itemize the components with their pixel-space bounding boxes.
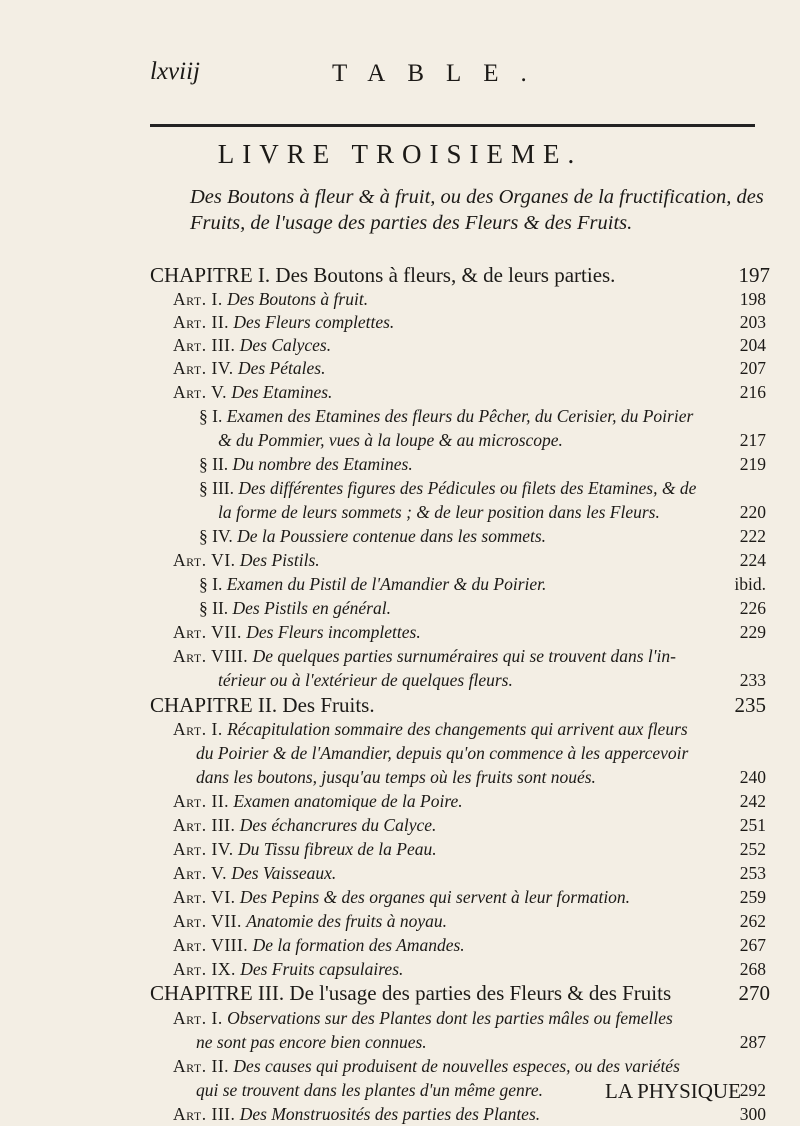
entry-text: [173, 548, 320, 572]
entry-title: du Poirier & de l'Amandier, depuis qu'on commence à les appercevoir: [196, 743, 689, 763]
entry-page-number: 242: [739, 791, 766, 811]
entry-prefix: Art. VII.: [173, 622, 242, 642]
toc-entry: [196, 741, 766, 765]
entry-prefix: Art. IV.: [173, 358, 234, 378]
entry-prefix: CHAPITRE I.: [150, 263, 271, 287]
entry-page-number: 287: [739, 1032, 766, 1052]
entry-title: Du nombre des Etamines.: [232, 454, 413, 474]
entry-prefix: § III.: [199, 478, 234, 498]
entry-title: Des causes qui produisent de nouvelles especes, ou des variétés: [233, 1056, 680, 1076]
entry-text: [173, 957, 403, 981]
entry-text: [218, 500, 660, 524]
entry-prefix: Art. V.: [173, 382, 227, 402]
entry-page-number: 240: [739, 767, 766, 787]
entry-text: [173, 885, 630, 909]
catchword: LA PHYSIQUE: [605, 1079, 741, 1103]
entry-prefix: Art. II.: [173, 1056, 230, 1076]
entry-text: [173, 310, 394, 334]
entry-page-number: 292: [739, 1080, 766, 1100]
entry-text: [199, 596, 391, 620]
entry-page-number: 197: [738, 263, 770, 287]
entry-page-number: 259: [739, 887, 766, 907]
entry-prefix: Art. I.: [173, 719, 223, 739]
entry-text: [199, 452, 413, 476]
entry-page-number: 217: [739, 430, 766, 450]
entry-prefix: Art. III.: [173, 815, 236, 835]
entry-text: [173, 620, 421, 644]
header-rule: [150, 124, 755, 127]
entry-text: [173, 644, 676, 668]
toc-entry: [173, 1006, 766, 1030]
toc-entry: [173, 837, 766, 861]
entry-text: [173, 333, 331, 357]
entry-page-number: 224: [739, 550, 766, 570]
entry-text: [199, 476, 696, 500]
entry-title: Observations sur des Plantes dont les parties mâles ou femelles: [227, 1008, 673, 1028]
entry-text: [196, 1078, 543, 1102]
entry-text: [150, 981, 671, 1005]
entry-title: De la Poussiere contenue dans les sommets.: [237, 526, 547, 546]
entry-title: Des Pistils.: [239, 550, 320, 570]
entry-page-number: 222: [739, 526, 766, 546]
entry-text: [173, 861, 336, 885]
entry-title: Examen du Pistil de l'Amandier & du Poirier.: [226, 574, 547, 594]
entry-page-number: 253: [739, 863, 766, 883]
entry-page-number: 203: [739, 312, 766, 332]
entry-page-number: 219: [739, 454, 766, 474]
entry-title: De quelques parties surnuméraires qui se trouvent dans l'in-: [252, 646, 676, 666]
entry-title: Des Fruits capsulaires.: [240, 959, 404, 979]
entry-title: Des Pétales.: [237, 358, 326, 378]
entry-page-number: 268: [739, 959, 766, 979]
toc-entry: [173, 620, 766, 644]
toc-entry: [173, 333, 766, 357]
entry-page-number: 229: [739, 622, 766, 642]
entry-title: Des Boutons à fruit.: [227, 289, 369, 309]
entry-text: [218, 668, 513, 692]
entry-page-number: 251: [739, 815, 766, 835]
entry-prefix: Art. VIII.: [173, 935, 249, 955]
toc-entry: [196, 765, 766, 789]
entry-text: [173, 837, 437, 861]
chapter-entry: [150, 263, 770, 287]
toc-entry: [173, 861, 766, 885]
entry-page-number: 300: [739, 1104, 766, 1124]
entry-text: [218, 428, 563, 452]
entry-prefix: Art. VI.: [173, 887, 236, 907]
entry-title: térieur ou à l'extérieur de quelques fleurs.: [218, 670, 513, 690]
entry-page-number: 220: [739, 502, 766, 522]
entry-text: [173, 933, 465, 957]
toc-entry: [173, 813, 766, 837]
entry-text: [173, 813, 436, 837]
entry-title: Des Monstruosités des parties des Plantes.: [239, 1104, 541, 1124]
entry-title: Récapitulation sommaire des changements qui arrivent aux fleurs: [227, 719, 688, 739]
entry-text: [199, 524, 546, 548]
running-title: TABLE.: [332, 60, 549, 87]
toc-entry: [173, 957, 766, 981]
entry-prefix: Art. III.: [173, 335, 236, 355]
entry-page-number: 204: [739, 335, 766, 355]
entry-text: [173, 789, 463, 813]
entry-text: [196, 765, 596, 789]
entry-page-number: ibid.: [734, 574, 766, 594]
entry-text: [173, 380, 332, 404]
entry-page-number: 207: [739, 358, 766, 378]
entry-title: Des Fleurs complettes.: [233, 312, 395, 332]
toc-entry: [173, 356, 766, 380]
entry-title: Des Pistils en général.: [232, 598, 391, 618]
entry-title: Anatomie des fruits à noyau.: [246, 911, 447, 931]
entry-prefix: Art. II.: [173, 312, 230, 332]
toc-entry: [173, 287, 766, 311]
entry-title: Du Tissu fibreux de la Peau.: [237, 839, 437, 859]
toc-entry: [199, 404, 785, 428]
entry-prefix: § I.: [199, 574, 223, 594]
toc-entry: [173, 644, 785, 668]
entry-title: ne sont pas encore bien connues.: [196, 1032, 427, 1052]
entry-prefix: Art. V.: [173, 863, 227, 883]
entry-text: [150, 693, 375, 717]
entry-prefix: Art. VII.: [173, 911, 242, 931]
entry-prefix: Art. IV.: [173, 839, 234, 859]
entry-prefix: Art. IX.: [173, 959, 236, 979]
toc-entry: [196, 1030, 766, 1054]
chapter-entry: [150, 981, 770, 1005]
entry-text: [196, 741, 688, 765]
entry-title: qui se trouvent dans les plantes d'un même genre.: [196, 1080, 544, 1100]
toc-entry: [173, 310, 766, 334]
entry-prefix: Art. I.: [173, 289, 223, 309]
entry-title: Des Vaisseaux.: [231, 863, 337, 883]
toc-entry: [173, 909, 766, 933]
entry-page-number: 252: [739, 839, 766, 859]
entry-page-number: 198: [739, 289, 766, 309]
entry-title: & du Pommier, vues à la loupe & au microscope.: [218, 430, 563, 450]
chapter-entry: [150, 693, 766, 717]
entry-text: [173, 909, 447, 933]
entry-text: [199, 572, 546, 596]
toc-entry: [199, 572, 766, 596]
entry-text: [173, 356, 325, 380]
entry-page-number: 226: [739, 598, 766, 618]
entry-prefix: CHAPITRE II.: [150, 693, 278, 717]
entry-title: Des échancrures du Calyce.: [239, 815, 437, 835]
toc-entry: [173, 1054, 766, 1078]
entry-text: [196, 1030, 427, 1054]
entry-prefix: Art. I.: [173, 1008, 223, 1028]
entry-text: [173, 1054, 680, 1078]
toc-entry: [173, 933, 766, 957]
entry-page-number: 270: [738, 981, 770, 1005]
entry-title: Des différentes figures des Pédicules ou filets des Etamines, & de: [238, 478, 697, 498]
entry-text: [199, 404, 693, 428]
entry-title: De l'usage des parties des Fleurs & des Fruits: [289, 981, 672, 1005]
entry-text: [150, 263, 615, 287]
entry-prefix: § IV.: [199, 526, 233, 546]
entry-page-number: 235: [734, 693, 766, 717]
book-subtitle: Des Boutons à fleur & à fruit, ou des Organes de la fructification, des Fruits, de l'usage des parties des Fleurs & des Fruits.: [190, 186, 764, 234]
toc-entry: [173, 548, 766, 572]
entry-prefix: § II.: [199, 598, 229, 618]
toc-entry: [199, 476, 785, 500]
toc-entry: [218, 500, 766, 524]
entry-prefix: Art. III.: [173, 1104, 236, 1124]
entry-title: dans les boutons, jusqu'au temps où les fruits sont noués.: [196, 767, 596, 787]
entry-title: Des Pepins & des organes qui servent à leur formation.: [239, 887, 631, 907]
entry-prefix: Art. VIII.: [173, 646, 249, 666]
book-title: LIVRE TROISIEME.: [217, 139, 583, 169]
toc-entry: [173, 380, 766, 404]
toc-entry: [173, 1102, 766, 1126]
toc-entry: [218, 428, 766, 452]
toc-entry: [199, 524, 766, 548]
entry-title: Des Fruits.: [282, 693, 375, 717]
entry-prefix: § I.: [199, 406, 223, 426]
entry-title: Des Boutons à fleurs, & de leurs parties.: [275, 263, 616, 287]
entry-title: Des Fleurs incomplettes.: [246, 622, 421, 642]
entry-title: Examen des Etamines des fleurs du Pêcher, du Cerisier, du Poirier: [226, 406, 694, 426]
toc-entry: [199, 452, 766, 476]
entry-text: [173, 1006, 673, 1030]
entry-text: [173, 1102, 540, 1126]
entry-title: De la formation des Amandes.: [252, 935, 465, 955]
entry-title: Des Etamines.: [231, 382, 333, 402]
entry-page-number: 262: [739, 911, 766, 931]
entry-text: [173, 287, 368, 311]
entry-prefix: Art. VI.: [173, 550, 236, 570]
entry-title: Des Calyces.: [239, 335, 332, 355]
toc-entry: [173, 717, 766, 741]
toc-entry: [218, 668, 766, 692]
entry-title: la forme de leurs sommets ; & de leur position dans les Fleurs.: [218, 502, 660, 522]
entry-prefix: CHAPITRE III.: [150, 981, 285, 1005]
entry-page-number: 216: [739, 382, 766, 402]
entry-page-number: 233: [739, 670, 766, 690]
page-number: lxviij: [150, 58, 200, 85]
entry-prefix: Art. II.: [173, 791, 230, 811]
entry-prefix: § II.: [199, 454, 229, 474]
entry-text: [173, 717, 688, 741]
toc-entry: [173, 789, 766, 813]
entry-page-number: 267: [739, 935, 766, 955]
toc-entry: [173, 885, 766, 909]
toc-entry: [199, 596, 766, 620]
entry-title: Examen anatomique de la Poire.: [233, 791, 463, 811]
